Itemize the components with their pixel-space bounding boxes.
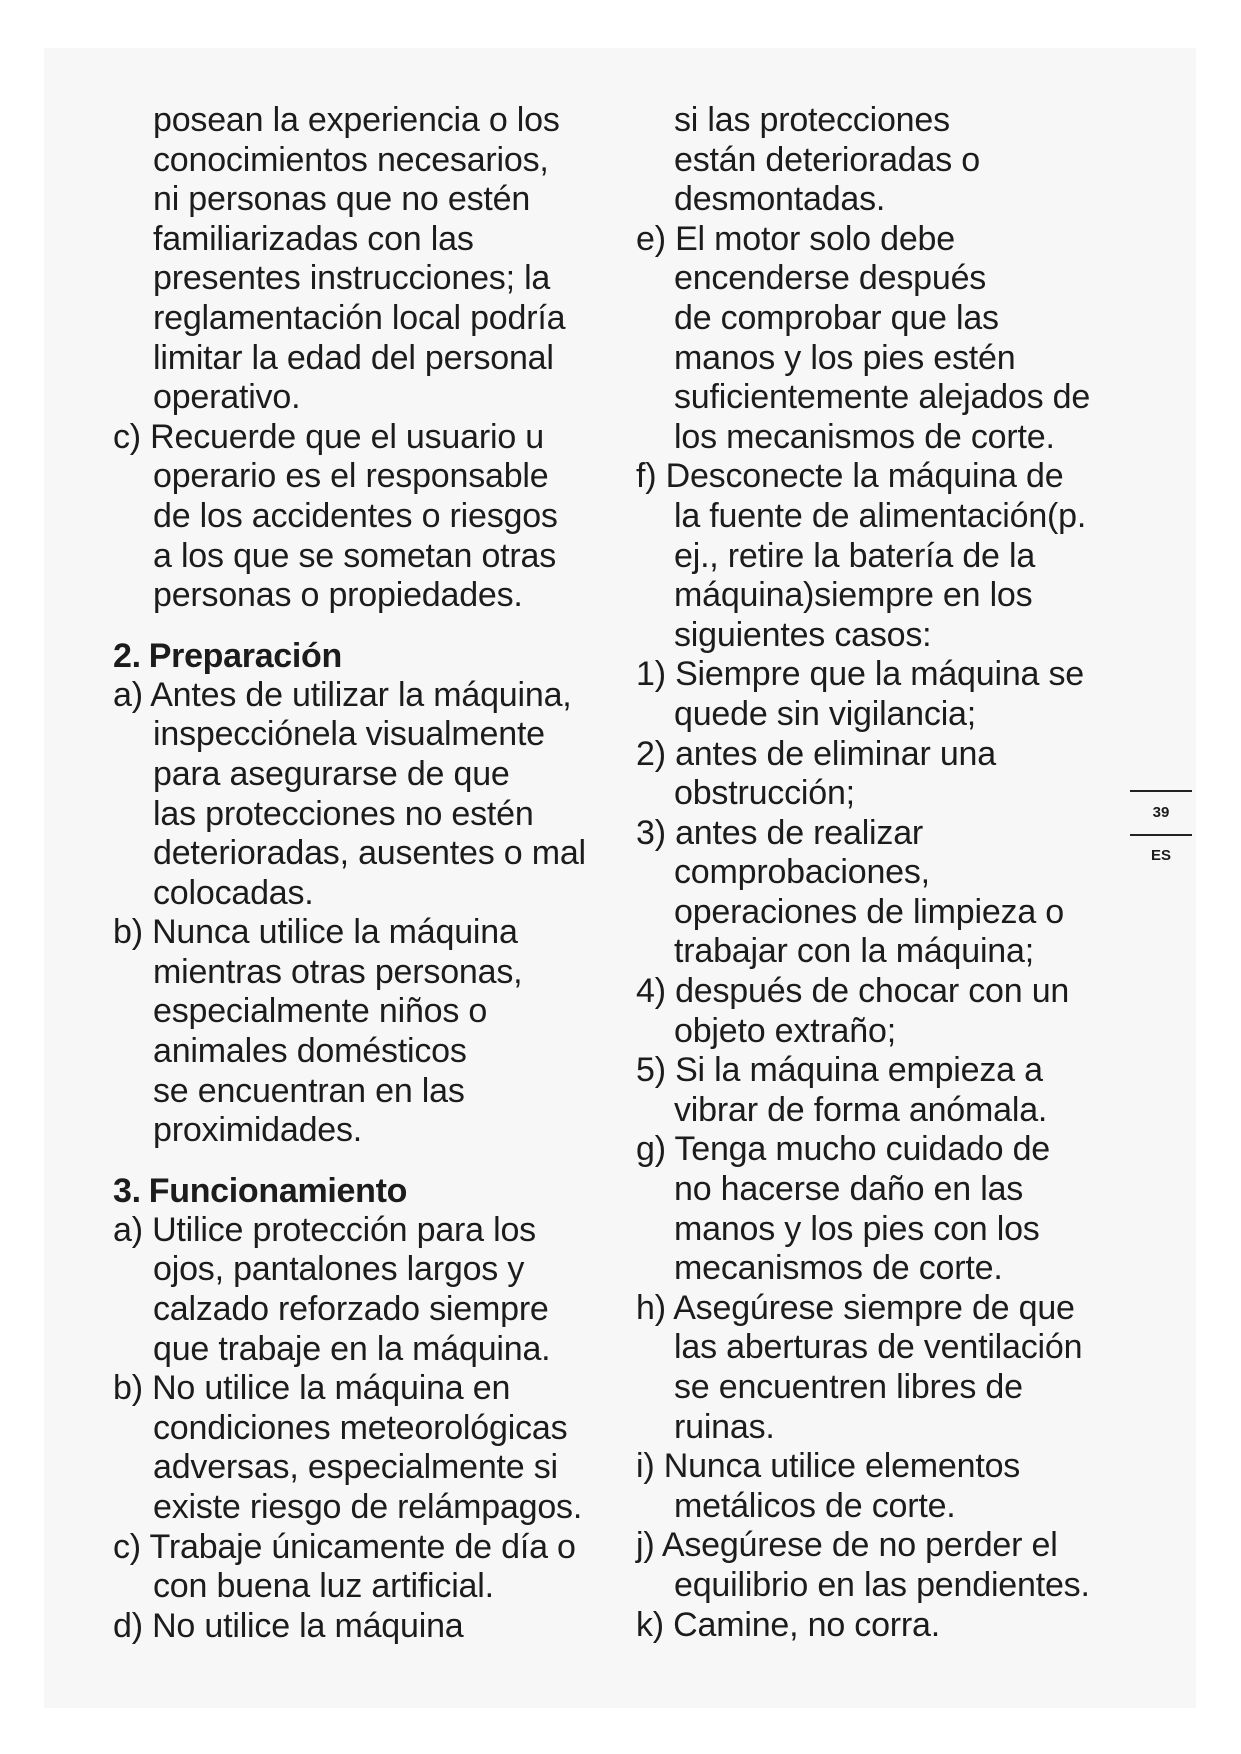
page-number: 39	[1152, 804, 1170, 821]
text-line: c) Trabaje únicamente de día o	[113, 1527, 576, 1566]
list-item-c	[113, 1528, 623, 1607]
continuation-item-d	[636, 101, 1126, 220]
text-line: trabajar con la máquina;	[674, 932, 1034, 971]
text-line: encenderse después	[674, 259, 987, 298]
text-line: vibrar de forma anómala.	[674, 1090, 1048, 1129]
sub-item-4	[636, 972, 1126, 1051]
list-item-h	[636, 1289, 1126, 1447]
text-line: siguientes casos:	[674, 615, 932, 654]
text-line: manos y los pies con los	[674, 1209, 1040, 1248]
text-line: j) Asegúrese de no perder el	[636, 1526, 1058, 1565]
text-line: de los accidentes o riesgos	[153, 496, 558, 535]
sub-item-5	[636, 1051, 1126, 1130]
text-line: metálicos de corte.	[674, 1486, 956, 1525]
text-line: deterioradas, ausentes o mal	[153, 834, 586, 873]
list-item-a	[113, 676, 623, 914]
text-line: adversas, especialmente si	[153, 1448, 558, 1487]
text-line: f) Desconecte la máquina de	[636, 457, 1064, 496]
text-line: k) Camine, no corra.	[636, 1605, 940, 1644]
section-heading-preparacion	[113, 636, 623, 676]
list-item-g	[636, 1130, 1126, 1288]
sub-item-3	[636, 814, 1126, 972]
left-column	[113, 101, 623, 1646]
text-line: existe riesgo de relámpagos.	[153, 1488, 583, 1526]
text-line: 4) después de chocar con un	[636, 972, 1070, 1011]
text-line: limitar la edad del personal	[153, 338, 554, 377]
text-line: a) Utilice protección para los	[113, 1210, 536, 1249]
text-line: proximidades.	[153, 1111, 363, 1150]
text-line: reglamentación local podría	[153, 298, 566, 337]
list-item-e	[636, 220, 1126, 458]
continuation-item-b	[113, 101, 623, 418]
text-line: que trabaje en la máquina.	[153, 1329, 551, 1368]
text-line: familiarizadas con las	[153, 219, 474, 258]
text-line: operativo.	[153, 378, 301, 417]
right-column	[636, 101, 1126, 1645]
text-line: operario es el responsable	[153, 457, 549, 496]
text-line: manos y los pies estén	[674, 338, 1016, 377]
text-line: ej., retire la batería de la	[674, 536, 1036, 575]
text-line: posean la experiencia o los	[153, 101, 560, 139]
text-line: no hacerse daño en las	[674, 1170, 1024, 1209]
list-item-a	[113, 1211, 623, 1369]
text-line: g) Tenga mucho cuidado de	[636, 1130, 1051, 1169]
text-line: equilibrio en las pendientes.	[674, 1565, 1090, 1604]
text-line: de comprobar que las	[674, 298, 999, 337]
text-line: objeto extraño;	[674, 1011, 896, 1050]
sub-item-1	[636, 655, 1126, 734]
text-line: para asegurarse de que	[153, 754, 510, 793]
text-line: a) Antes de utilizar la máquina,	[113, 675, 572, 714]
text-line: se encuentren libres de	[674, 1368, 1023, 1406]
text-line: mientras otras personas,	[153, 952, 523, 991]
text-line: se encuentran en las	[153, 1071, 465, 1110]
text-line: con buena luz artificial.	[153, 1567, 494, 1606]
text-line: desmontadas.	[674, 180, 886, 219]
list-item-b	[113, 1369, 623, 1527]
section-number: 3.	[113, 1171, 141, 1210]
text-line: a los que se sometan otras	[153, 536, 557, 575]
text-line: ojos, pantalones largos y	[153, 1250, 525, 1289]
text-line: si las protecciones	[674, 101, 950, 139]
text-line: mecanismos de corte.	[674, 1249, 1003, 1288]
text-line: personas o propiedades.	[153, 576, 523, 615]
text-line: condiciones meteorológicas	[153, 1408, 568, 1447]
text-line: b) Nunca utilice la máquina	[113, 913, 518, 952]
text-line: presentes instrucciones; la	[153, 259, 551, 298]
text-line: ni personas que no estén	[153, 180, 531, 219]
text-line: 3) antes de realizar	[636, 813, 924, 852]
page-marker	[1130, 790, 1192, 876]
text-line: quede sin vigilancia;	[674, 694, 976, 733]
text-line: 1) Siempre que la máquina se	[636, 655, 1084, 694]
text-line: operaciones de limpieza o	[674, 892, 1065, 931]
text-line: colocadas.	[153, 873, 314, 912]
text-line: están deterioradas o	[674, 140, 980, 179]
text-line: los mecanismos de corte.	[674, 417, 1055, 456]
text-line: inspecciónela visualmente	[153, 715, 545, 754]
text-line: b) No utilice la máquina en	[113, 1369, 511, 1408]
text-line: d) No utilice la máquina	[113, 1606, 464, 1645]
sub-item-2	[636, 735, 1126, 814]
text-line: suficientemente alejados de	[674, 378, 1091, 417]
text-line: animales domésticos	[153, 1032, 467, 1071]
text-line: h) Asegúrese siempre de que	[636, 1288, 1075, 1327]
list-item-f	[636, 457, 1126, 655]
section-heading-funcionamiento	[113, 1171, 623, 1211]
text-line: i) Nunca utilice elementos	[636, 1447, 1021, 1486]
section-number: 2.	[113, 636, 141, 675]
text-line: comprobaciones,	[674, 853, 930, 892]
text-line: máquina)siempre en los	[674, 576, 1033, 615]
text-line: obstrucción;	[674, 774, 855, 813]
text-line: ruinas.	[674, 1407, 775, 1446]
list-item-d	[113, 1607, 623, 1647]
text-line: especialmente niños o	[153, 992, 488, 1031]
text-line: c) Recuerde que el usuario u	[113, 417, 544, 456]
list-item-j	[636, 1526, 1126, 1605]
section-title: Funcionamiento	[148, 1171, 408, 1210]
text-line: 2) antes de eliminar una	[636, 734, 996, 773]
list-item-b	[113, 913, 623, 1151]
section-title: Preparación	[148, 636, 342, 675]
text-line: e) El motor solo debe	[636, 219, 955, 258]
list-item-c	[113, 418, 623, 616]
text-line: las aberturas de ventilación	[674, 1328, 1083, 1367]
list-item-k	[636, 1606, 1126, 1646]
list-item-i	[636, 1447, 1126, 1526]
text-line: conocimientos necesarios,	[153, 140, 549, 179]
text-line: 5) Si la máquina empieza a	[636, 1051, 1043, 1090]
language-code: ES	[1150, 847, 1171, 864]
text-line: las protecciones no estén	[153, 794, 534, 833]
text-line: la fuente de alimentación(p.	[674, 496, 1087, 535]
text-line: calzado reforzado siempre	[153, 1290, 549, 1329]
